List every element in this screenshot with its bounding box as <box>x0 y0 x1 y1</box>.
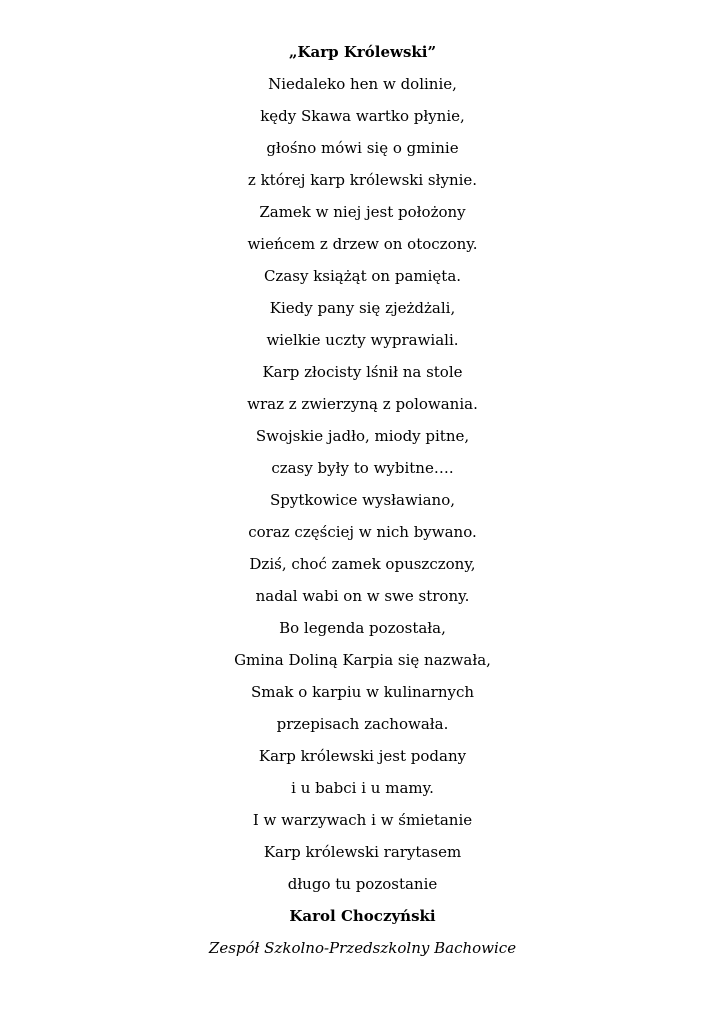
school-name: Zespół Szkolno-Przedszkolny Bachowice <box>208 939 517 957</box>
poem-line: Dziś, choć zamek opuszczony, <box>249 555 476 573</box>
poem-line: Czasy książąt on pamięta. <box>263 267 462 285</box>
poem-line: coraz częściej w nich bywano. <box>248 523 477 541</box>
poem-line: wieńcem z drzew on otoczony. <box>247 235 478 253</box>
poem-line: nadal wabi on w swe strony. <box>255 587 470 605</box>
poem-line: wielkie uczty wyprawiali. <box>266 331 459 349</box>
poem-line: Bo legenda pozostała, <box>279 619 446 637</box>
poem-line: przepisach zachowała. <box>276 715 449 733</box>
poem-line: głośno mówi się o gminie <box>266 139 459 157</box>
poem-line: Spytkowice wysławiano, <box>269 491 456 509</box>
poem-line: Zamek w niej jest położony <box>259 203 466 221</box>
poem-line: Karp królewski rarytasem <box>263 843 462 861</box>
poem-line: I w warzywach i w śmietanie <box>252 811 473 829</box>
poem-line: Swojskie jadło, miody pitne, <box>255 427 470 445</box>
poem-line: Kiedy pany się zjeżdżali, <box>269 299 456 317</box>
poem-line: Karp królewski jest podany <box>258 747 467 765</box>
poem-line: wraz z zwierzyną z polowania. <box>247 395 478 413</box>
author-name: Karol Choczyński <box>289 907 436 925</box>
poem-line: Smak o karpiu w kulinarnych <box>250 683 475 701</box>
poem-line: czasy były to wybitne…. <box>271 459 454 477</box>
poem-line: i u babci i u mamy. <box>291 779 434 797</box>
poem-line: kędy Skawa wartko płynie, <box>260 107 465 125</box>
poem-line: Karp złocisty lśnił na stole <box>262 363 463 381</box>
poem-line: Gmina Doliną Karpia się nazwała, <box>234 651 491 669</box>
poem-line: z której karp królewski słynie. <box>247 171 478 189</box>
poem-line: Niedaleko hen w dolinie, <box>268 75 457 93</box>
poem-line: długo tu pozostanie <box>287 875 438 893</box>
poem <box>0 40 725 968</box>
poem-title: „Karp Królewski” <box>288 43 437 61</box>
